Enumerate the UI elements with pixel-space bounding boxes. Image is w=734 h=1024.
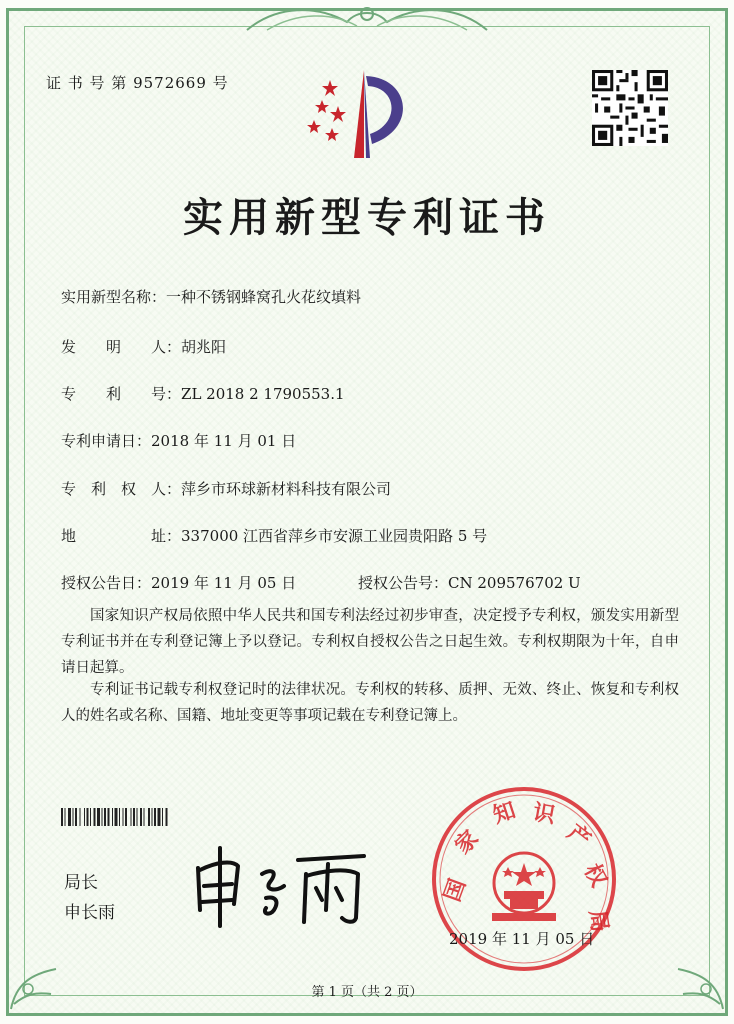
certificate-title: 实用新型专利证书: [183, 194, 551, 241]
director-title: 局长: [64, 873, 98, 893]
name-value: 一种不锈钢蜂窝孔火花纹填料: [166, 288, 362, 306]
patentee-row: [61, 478, 391, 499]
issue-date: 2019 年 11 月 05 日: [449, 930, 595, 948]
publication-number-label: 授权公告号：: [358, 574, 449, 592]
director-signature-icon: [186, 838, 376, 928]
qr-code-icon: [592, 70, 668, 146]
filing-date-label: 专利申请日：: [61, 432, 152, 450]
svg-text:局: 局: [584, 908, 612, 934]
certificate-number: 证 书 号 第 9572669 号: [46, 74, 229, 92]
filing-date-row: [61, 430, 296, 451]
page-footer: 第 1 页（共 2 页）: [311, 985, 423, 1000]
filing-date-value: 2018 年 11 月 01 日: [151, 432, 297, 450]
patent-number-value: ZL 2018 2 1790553.1: [181, 385, 345, 403]
patentee-label: 专 利 权 人：: [61, 480, 182, 498]
address-row: [61, 525, 487, 546]
svg-text:知: 知: [490, 798, 519, 829]
director-name: 申长雨: [64, 903, 115, 923]
svg-text:产: 产: [562, 820, 596, 854]
utility-model-name-row: [61, 286, 361, 307]
cnipa-emblem-icon: [300, 66, 424, 162]
grant-date-row: [61, 572, 296, 593]
grant-statement-paragraph: 国家知识产权局依照中华人民共和国专利法经过初步审查，决定授予专利权，颁发实用新型专利证书并在专利登记簿上予以登记。专利权自授权公告之日起生效。专利权期限为十年，自申请日起算。: [61, 608, 679, 676]
patent-number-label: 专 利 号：: [61, 385, 182, 403]
svg-text:家: 家: [450, 825, 484, 860]
publication-number-value: CN 209576702 U: [448, 574, 581, 592]
inventor-label: 发 明 人：: [61, 338, 182, 356]
top-ornament: [237, 0, 497, 32]
address-label: 地 址：: [61, 527, 182, 545]
barcode-icon: [61, 808, 265, 826]
grant-date-label: 授权公告日：: [61, 574, 152, 592]
legal-status-paragraph: 专利证书记载专利权登记时的法律状况。专利权的转移、质押、无效、终止、恢复和专利权人的姓名或名称、国籍、地址变更等事项记载在专利登记簿上。: [61, 682, 679, 724]
svg-text:权: 权: [578, 860, 612, 892]
svg-text:国: 国: [440, 875, 472, 906]
publication-number-row: [358, 572, 581, 593]
inventor-value: 胡兆阳: [181, 338, 227, 356]
svg-text:识: 识: [530, 800, 557, 829]
address-value: 337000 江西省萍乡市安源工业园贵阳路 5 号: [181, 527, 488, 545]
name-label: 实用新型名称：: [61, 288, 167, 306]
grant-date-value: 2019 年 11 月 05 日: [151, 574, 297, 592]
inventor-row: [61, 336, 226, 357]
patentee-value: 萍乡市环球新材料科技有限公司: [181, 480, 392, 498]
patent-number-row: [61, 383, 345, 404]
